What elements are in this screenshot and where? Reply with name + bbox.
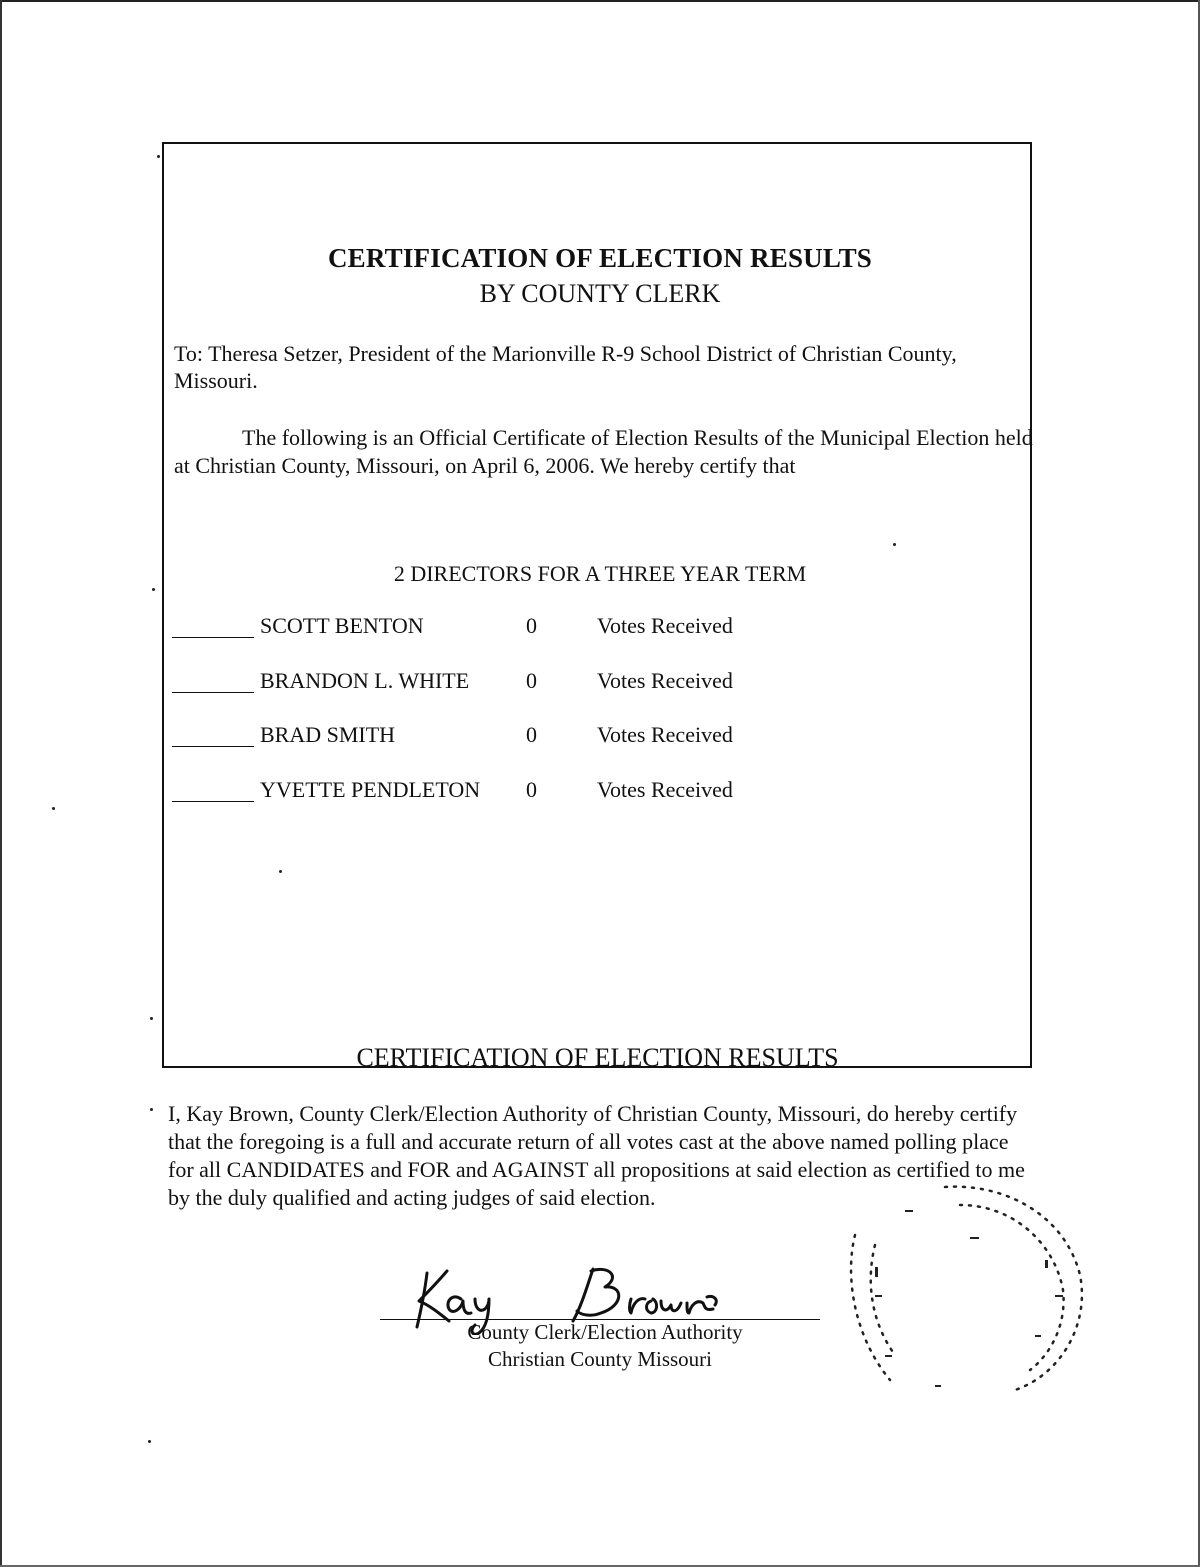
mark-blank: [172, 692, 254, 693]
certification-paragraph: I, Kay Brown, County Clerk/Election Authority of Christian County, Missouri, do hereby certify that the foregoing is a full and accurate return of all votes cast at the above named polling place for all CANDIDATES and FOR and AGAINST all propositions at said election as certified to me by the duly qualified and acting judges of said election.: [168, 1101, 1025, 1210]
document-subtitle: BY COUNTY CLERK: [479, 279, 721, 308]
certification-heading: CERTIFICATION OF ELECTION RESULTS: [356, 1043, 839, 1072]
votes-received-label: Votes Received: [597, 777, 733, 802]
scan-speck: [150, 1108, 153, 1111]
scan-speck: [150, 1017, 153, 1020]
candidate-votes: 0: [526, 777, 537, 802]
votes-received-label: Votes Received: [597, 722, 733, 747]
signature-county: Christian County Missouri: [487, 1347, 713, 1371]
signature-title: County Clerk/Election Authority: [467, 1320, 743, 1344]
recipient-line: To: Theresa Setzer, President of the Marionville R-9 School District of Christian County, Missouri.: [174, 341, 957, 393]
votes-received-label: Votes Received: [597, 668, 733, 693]
mark-blank: [172, 801, 254, 802]
candidate-name: BRAD SMITH: [260, 722, 396, 747]
mark-blank: [172, 637, 254, 638]
document-title: CERTIFICATION OF ELECTION RESULTS: [327, 243, 873, 273]
candidate-name: BRANDON L. WHITE: [260, 668, 470, 693]
candidate-votes: 0: [526, 668, 537, 693]
candidate-name: YVETTE PENDLETON: [260, 777, 481, 802]
office-heading: 2 DIRECTORS FOR A THREE YEAR TERM: [393, 561, 807, 586]
votes-received-label: Votes Received: [597, 613, 733, 638]
embossed-seal: [835, 1175, 1105, 1410]
candidate-votes: 0: [526, 722, 537, 747]
candidate-name: SCOTT BENTON: [260, 613, 424, 638]
scan-speck: [148, 1440, 151, 1443]
mark-blank: [172, 746, 254, 747]
candidate-votes: 0: [526, 613, 537, 638]
scan-speck: [152, 588, 155, 591]
scan-speck: [157, 155, 160, 158]
intro-paragraph: The following is an Official Certificate of Election Results of the Municipal Election held at Christian County, Missouri, on April 6, 2006. We hereby certify that: [174, 425, 1033, 478]
scan-edge-top: [0, 0, 1200, 3]
scan-speck: [52, 807, 55, 810]
